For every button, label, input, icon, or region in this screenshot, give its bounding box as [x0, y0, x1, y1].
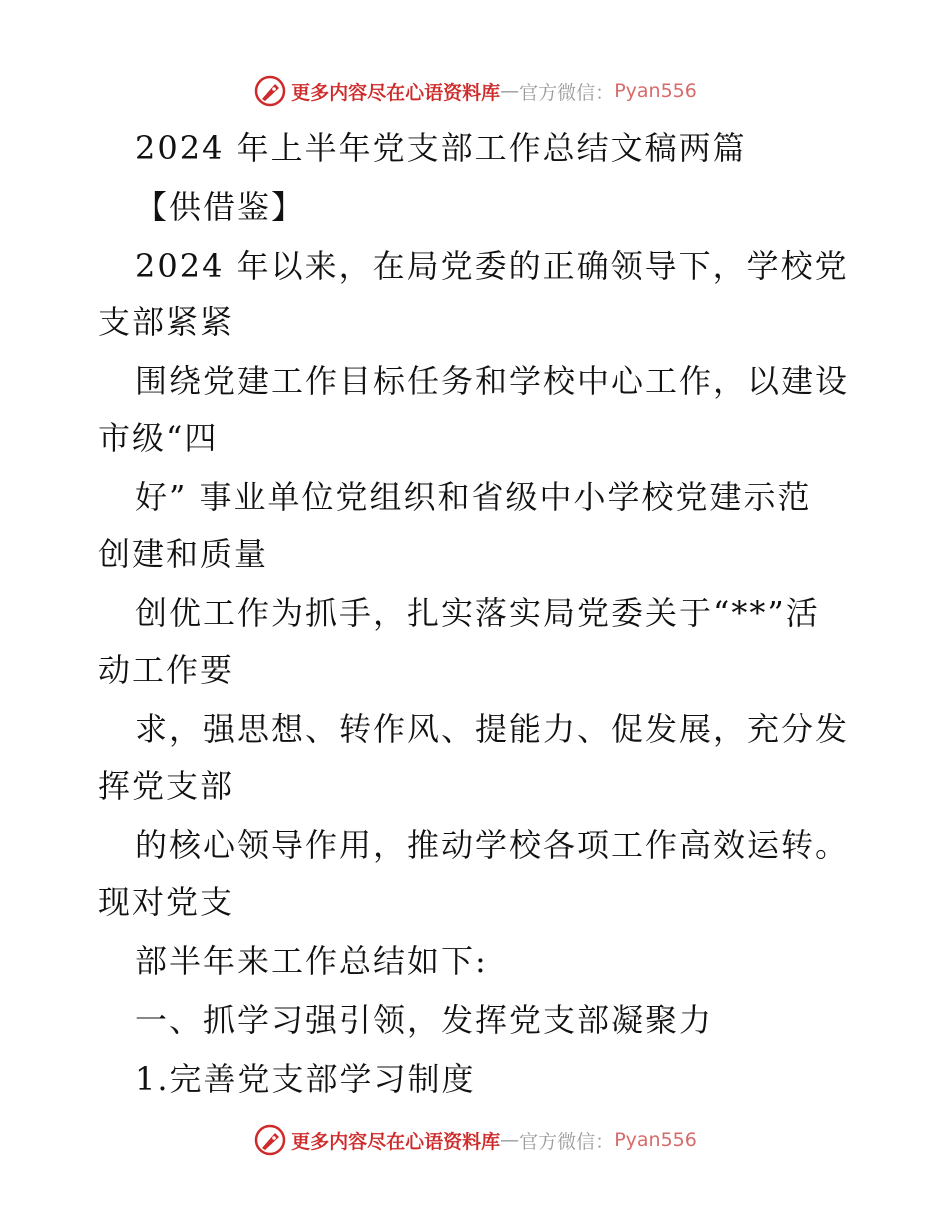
paragraph-line: 创优工作为抓手，扎实落实局党委关于“**”活 — [135, 594, 820, 632]
section-heading: 一、抓学习强引领，发挥党支部凝聚力 — [135, 1001, 714, 1039]
watermark-contact: 官方微信： — [519, 81, 615, 104]
paragraph-line: 2024 年以来，在局党委的正确领导下，学校党 — [135, 247, 849, 285]
watermark-brand: 更多内容尽在心语资料库 — [291, 1130, 501, 1153]
subsection-heading: 1.完善党支部学习制度 — [135, 1060, 476, 1098]
watermark-contact: 官方微信： — [519, 1130, 615, 1153]
paragraph-line: 支部紧紧 — [98, 303, 235, 341]
watermark-brand: 更多内容尽在心语资料库 — [291, 81, 501, 104]
document-title: 2024 年上半年党支部工作总结文稿两篇 — [135, 129, 747, 167]
paragraph-line: 部半年来工作总结如下: — [135, 942, 488, 980]
pen-nib-logo-icon — [253, 74, 287, 108]
watermark-separator: — — [500, 1129, 520, 1151]
watermark-header — [0, 71, 950, 111]
paragraph-line: 挥党支部 — [98, 767, 235, 805]
paragraph-line: 现对党支 — [98, 883, 235, 921]
pen-nib-logo-icon — [253, 1123, 287, 1157]
paragraph-line: 好” 事业单位党组织和省级中小学校党建示范 — [135, 478, 812, 516]
paragraph-line: 创建和质量 — [98, 535, 269, 573]
watermark-account: Pyan556 — [614, 80, 697, 102]
paragraph-line: 围绕党建工作目标任务和学校中心工作，以建设 — [135, 362, 850, 400]
paragraph-line: 的核心领导作用，推动学校各项工作高效运转。 — [135, 826, 850, 864]
document-subtitle: 【供借鉴】 — [135, 188, 306, 226]
paragraph-line: 求，强思想、转作风、提能力、促发展，充分发 — [135, 710, 850, 748]
watermark-separator: — — [500, 80, 520, 102]
watermark-account: Pyan556 — [614, 1129, 697, 1151]
watermark-footer — [0, 1120, 950, 1160]
paragraph-line: 动工作要 — [98, 651, 235, 689]
paragraph-line: 市级“四 — [98, 419, 219, 457]
